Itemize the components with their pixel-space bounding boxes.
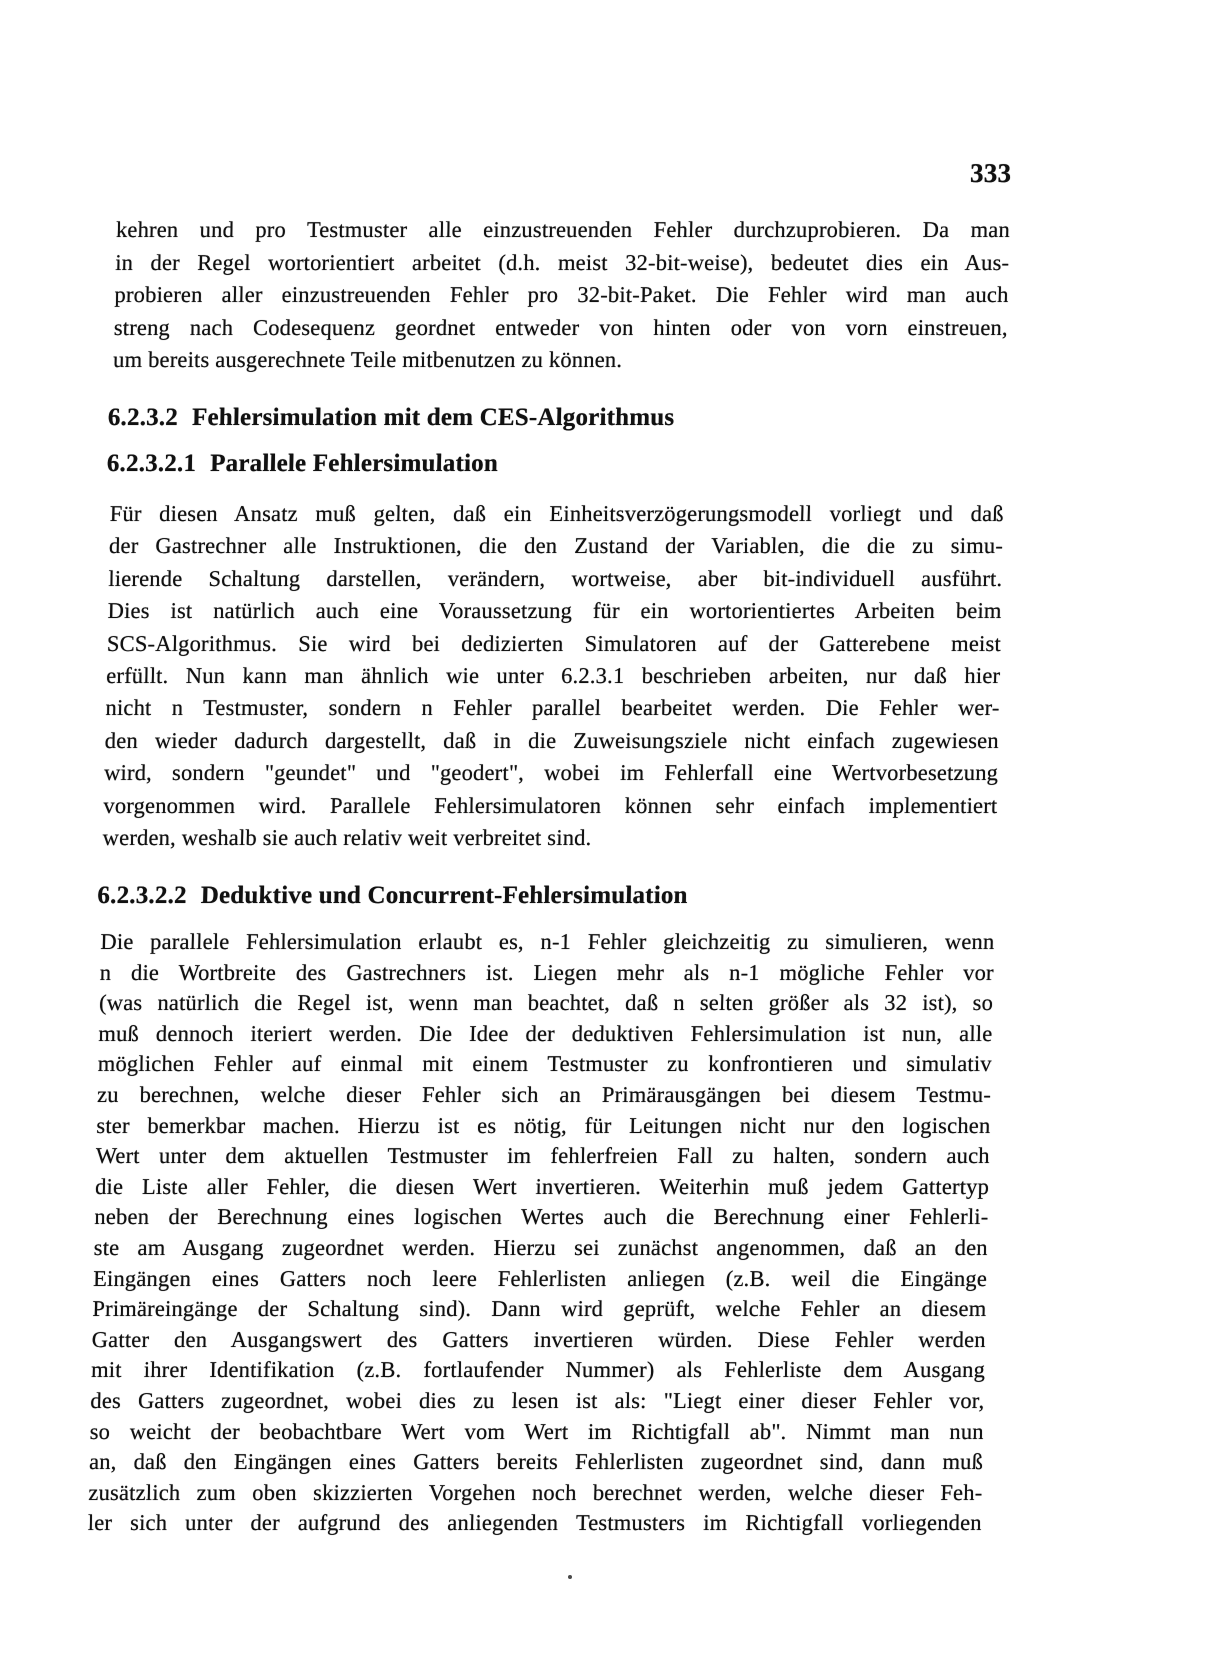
text-line: Wert unter dem aktuellen Testmuster im fehlerfreien Fall zu halten, sondern auch [95,1143,991,1169]
text-line: wird, sondern "geundet" und "geodert", wobei im Fehlerfall eine Wertvorbesetzung [103,760,999,786]
text-line: so weicht der beobachtbare Wert vom Wert im Richtigfall ab". Nimmt man nun [89,1418,985,1444]
text-line: lierende Schaltung darstellen, verändern, wortweise, aber bit-individuell ausführt. [108,565,1003,591]
text-line: zusätzlich zum oben skizzierten Vorgehen noch berechnet werden, welche dieser Feh- [88,1479,983,1505]
text-line: zu berechnen, welche dieser Fehler sich an Primärausgängen bei diesem Testmu- [96,1081,992,1107]
text-line: n die Wortbreite des Gastrechners ist. Liegen mehr als n-1 mögliche Fehler vor [99,959,995,985]
text-line: Gatter den Ausgangswert des Gatters invertieren würden. Diese Fehler werden [91,1326,987,1352]
section-heading-6232 [108,402,1003,434]
text-line: möglichen Fehler auf einmal mit einem Testmuster zu konfrontieren und simulativ [97,1051,993,1077]
text-line: Primäreingänge der Schaltung sind). Dann wird geprüft, welche Fehler an diesem [92,1296,987,1322]
text-line: neben der Berechnung eines logischen Wertes auch die Berechnung einer Fehlerli- [94,1204,989,1230]
section-number: 6.2.3.2.2 [97,882,188,909]
text-line: ste am Ausgang zugeordnet werden. Hierzu sei zunächst angenommen, daß an den [93,1234,989,1260]
text-line: vorgenommen wird. Parallele Fehlersimulatoren können sehr einfach implementiert [103,792,998,818]
page-content-column [85,0,1015,1669]
section-title: Parallele Fehlersimulation [209,450,499,477]
text-line: Die parallele Fehlersimulation erlaubt es, n-1 Fehler gleichzeitig zu simulieren, wenn [100,929,995,954]
text-line: die Liste aller Fehler, die diesen Wert invertieren. Weiterhin muß jedem Gattertyp [94,1173,990,1199]
text-line: an, daß den Eingängen eines Gatters bereits Fehlerlisten zugeordnet sind, dann muß [88,1449,984,1475]
text-line: streng nach Codesequenz geordnet entweder von hinten oder von vorn einstreuen, [113,314,1009,340]
text-line: nicht n Testmuster, sondern n Fehler parallel bearbeitet werden. Die Fehler wer- [105,695,1000,721]
text-line: den wieder dadurch dargestellt, daß in die Zuweisungsziele nicht einfach zugewiesen [104,727,1000,753]
text-line: probieren aller einzustreuenden Fehler pro 32-bit-Paket. Die Fehler wird man auch [114,282,1009,307]
continuation-paragraph [113,214,1011,377]
scan-speckle-artifact [568,1575,572,1579]
text-line: der Gastrechner alle Instruktionen, die den Zustand der Variablen, die die zu simu- [108,533,1004,559]
text-line: ler sich unter der aufgrund des anliegenden Testmusters im Richtigfall vorliegenden [87,1510,983,1536]
text-line: Eingängen eines Gatters noch leere Fehlerlisten anliegen (z.B. weil die Eingänge [92,1265,988,1291]
text-line: werden, weshalb sie auch relativ weit verbreitet sind. [102,825,592,851]
text-line: Für diesen Ansatz muß gelten, daß ein Einheitsverzögerungsmodell vorliegt und daß [109,501,1005,526]
text-line: Dies ist natürlich auch eine Voraussetzung für ein wortorientiertes Arbeiten beim [107,598,1002,624]
text-line: mit ihrer Identifikation (z.B. fortlaufender Nummer) als Fehlerliste dem Ausgang [90,1357,986,1383]
parallel-fault-simulation-paragraph [102,498,1004,854]
text-line: in der Regel wortorientiert arbeitet (d.h. meist 32-bit-weise), bedeutet dies ein Aus- [115,249,1010,275]
section-number: 6.2.3.2 [107,404,179,431]
text-line: kehren und pro Testmuster alle einzustreuenden Fehler durchzuprobieren. Da man [115,217,1011,242]
page-number: 333 [969,158,1012,188]
section-number: 6.2.3.2.1 [106,450,197,477]
deductive-fault-simulation-paragraph [87,927,994,1539]
text-line: erfüllt. Nun kann man ähnlich wie unter 6.2.3.1 beschrieben arbeiten, nur daß hier [105,663,1001,689]
text-line: SCS-Algorithmus. Sie wird bei dedizierten Simulatoren auf der Gatterebene meist [106,630,1002,656]
text-line: um bereits ausgerechnete Teile mitbenutzen zu können. [112,347,623,372]
section-heading-62321 [107,448,1002,480]
text-line: (was natürlich die Regel ist, wenn man beachtet, daß n selten größer als 32 ist), so [98,990,994,1016]
text-line: des Gatters zugeordnet, wobei dies zu lesen ist als: "Liegt einer dieser Fehler vor, [90,1387,985,1413]
text-line: ster bemerkbar machen. Hierzu ist es nötig, für Leitungen nicht nur den logischen [96,1112,991,1138]
section-heading-62322 [97,880,992,912]
text-line: muß dennoch iteriert werden. Die Idee der deduktiven Fehlersimulation ist nun, alle [98,1020,993,1046]
section-title: Deduktive und Concurrent-Fehlersimulation [200,882,689,909]
section-title: Fehlersimulation mit dem CES-Algorithmus [191,404,675,431]
